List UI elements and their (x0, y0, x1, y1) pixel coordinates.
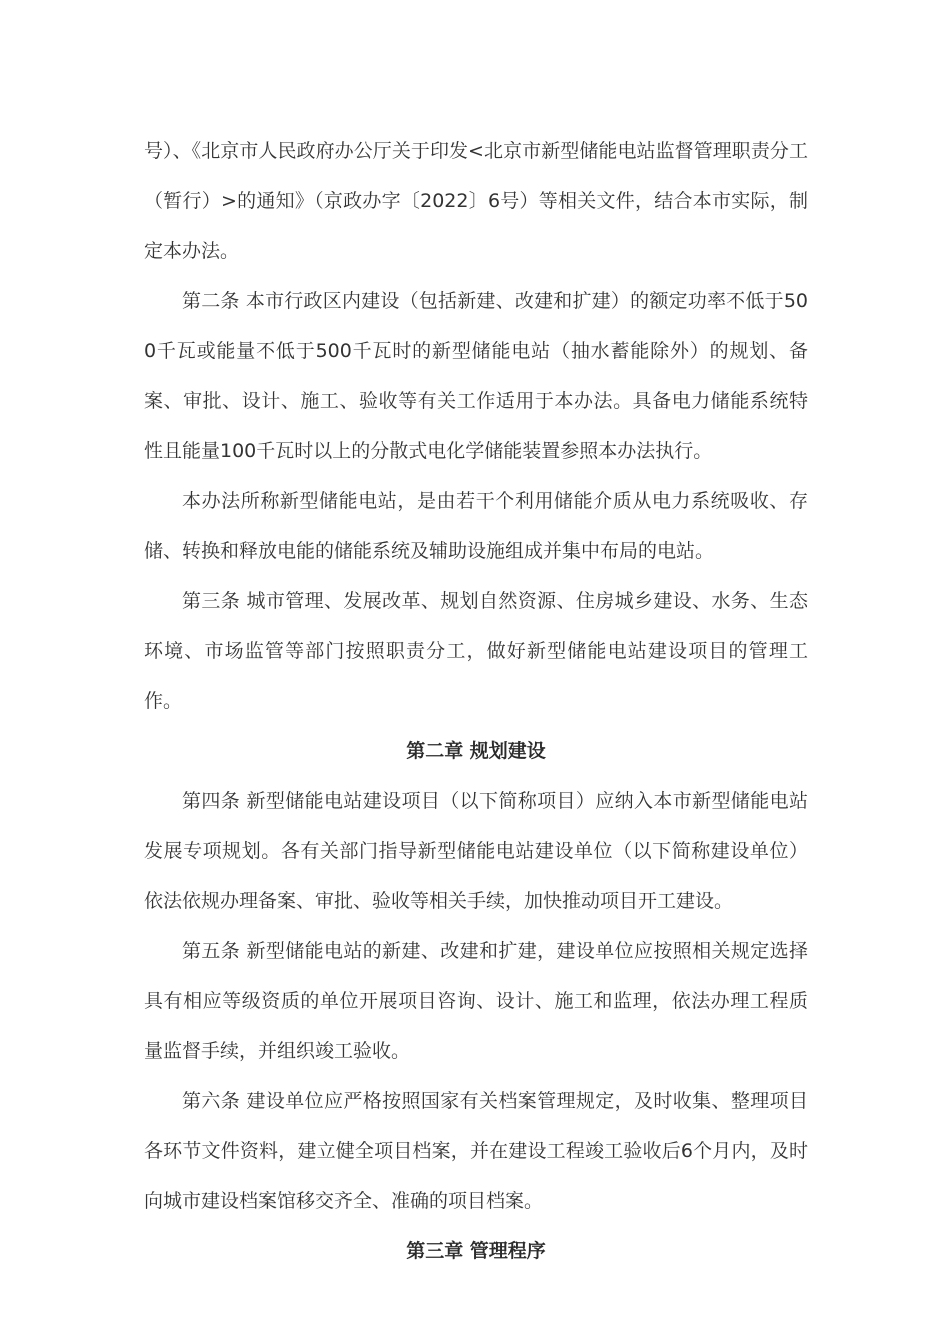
chapter-2-title: 第二章 规划建设 (406, 740, 546, 762)
paragraph-continuation: 号）、《北京市人民政府办公厅关于印发<北京市新型储能电站监督管理职责分工（暂行）>的通知》（京政办字〔2022〕6号）等相关文件，结合本市实际，制定本办法。 (144, 140, 808, 262)
chapter-3-title: 第三章 管理程序 (406, 1240, 546, 1262)
document-body (144, 126, 808, 1276)
article-2-paragraph: 第二条 本市行政区内建设（包括新建、改建和扩建）的额定功率不低于500千瓦或能量不低于500千瓦时的新型储能电站（抽水蓄能除外）的规划、备案、审批、设计、施工、验收等有关工作适用于本办法。具备电力储能系统特性且能量100千瓦时以上的分散式电化学储能装置参照本办法执行。 (144, 290, 808, 462)
definition-paragraph: 本办法所称新型储能电站，是由若干个利用储能介质从电力系统吸收、存储、转换和释放电能的储能系统及辅助设施组成并集中布局的电站。 (144, 490, 808, 562)
article-6-paragraph: 第六条 建设单位应严格按照国家有关档案管理规定，及时收集、整理项目各环节文件资料，建立健全项目档案，并在建设工程竣工验收后6个月内，及时向城市建设档案馆移交齐全、准确的项目档案。 (144, 1090, 808, 1212)
article-5-paragraph: 第五条 新型储能电站的新建、改建和扩建，建设单位应按照相关规定选择具有相应等级资质的单位开展项目咨询、设计、施工和监理，依法办理工程质量监督手续，并组织竣工验收。 (144, 940, 808, 1062)
article-3-paragraph: 第三条 城市管理、发展改革、规划自然资源、住房城乡建设、水务、生态环境、市场监管等部门按照职责分工，做好新型储能电站建设项目的管理工作。 (144, 590, 808, 712)
article-4-paragraph: 第四条 新型储能电站建设项目（以下简称项目）应纳入本市新型储能电站发展专项规划。各有关部门指导新型储能电站建设单位（以下简称建设单位）依法依规办理备案、审批、验收等相关手续，加快推动项目开工建设。 (144, 790, 808, 912)
